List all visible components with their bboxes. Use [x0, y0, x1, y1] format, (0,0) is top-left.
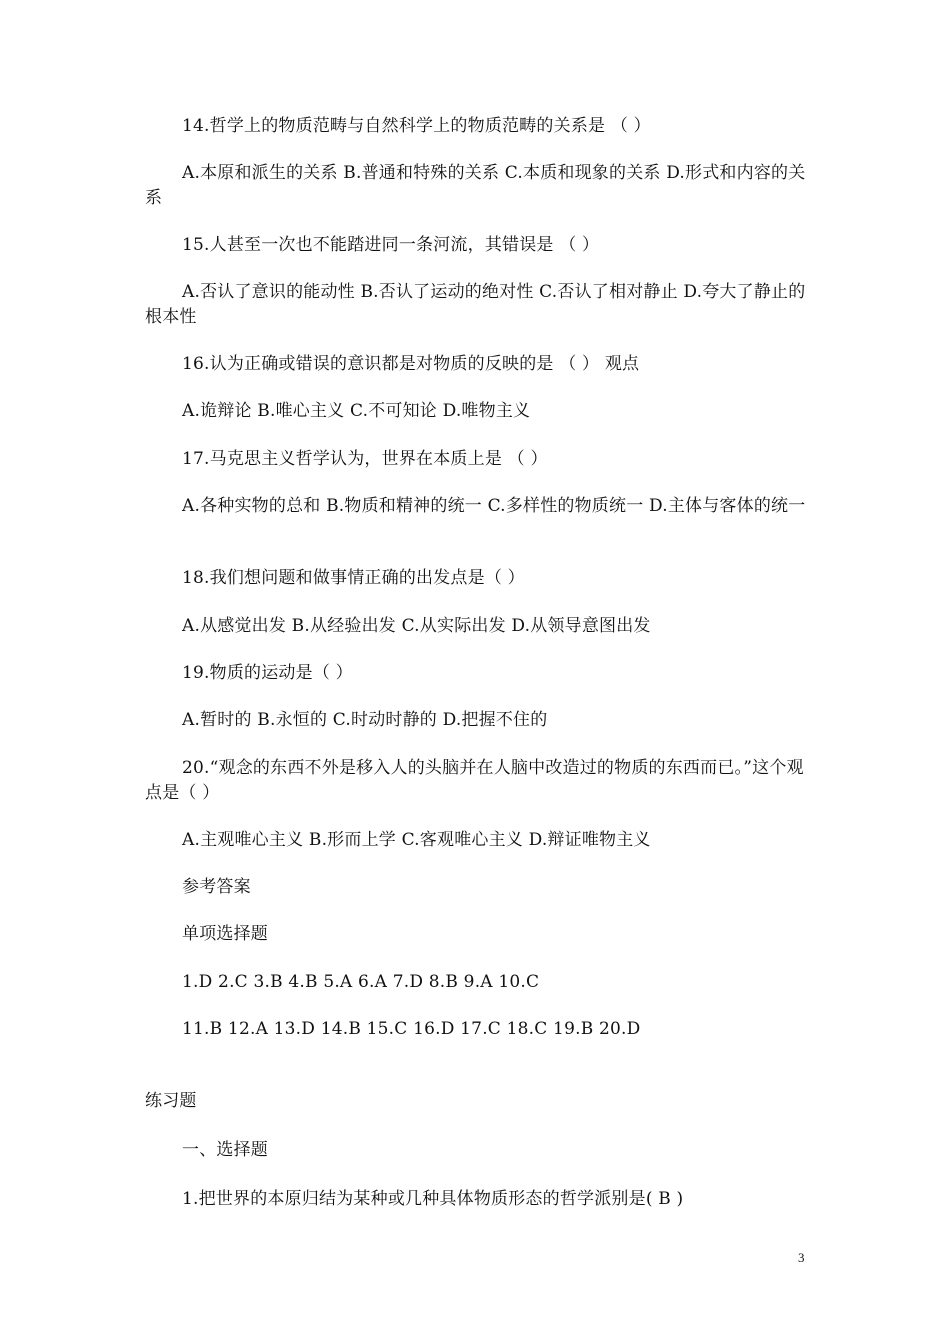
- answers-row-1: 1.D 2.C 3.B 4.B 5.A 6.A 7.D 8.B 9.A 10.C: [182, 972, 540, 992]
- question-18: 18.我们想问题和做事情正确的出发点是（ ）: [182, 568, 525, 588]
- question-19-options: A.暂时的 B.永恒的 C.时动时静的 D.把握不住的: [182, 710, 548, 730]
- question-14-options: A.本原和派生的关系 B.普通和特殊的关系 C.本质和现象的关系 D.形式和内容的关系: [145, 163, 806, 208]
- question-14: 14.哲学上的物质范畴与自然科学上的物质范畴的关系是 （ ）: [182, 116, 651, 136]
- answers-row-2: 11.B 12.A 13.D 14.B 15.C 16.D 17.C 18.C 19.B 20.D: [182, 1019, 641, 1039]
- question-19: 19.物质的运动是（ ）: [182, 663, 353, 683]
- question-20: 20.“观念的东西不外是移入人的头脑并在人脑中改造过的物质的东西而已。”这个观点是（ ）: [145, 758, 804, 803]
- exercise-heading: 练习题: [145, 1091, 197, 1111]
- question-18-options: A.从感觉出发 B.从经验出发 C.从实际出发 D.从领导意图出发: [182, 616, 651, 636]
- question-17-options: A.各种实物的总和 B.物质和精神的统一 C.多样性的物质统一 D.主体与客体的统一: [182, 496, 806, 516]
- question-16-options: A.诡辩论 B.唯心主义 C.不可知论 D.唯物主义: [182, 401, 531, 421]
- question-15: 15.人甚至一次也不能踏进同一条河流，其错误是 （ ）: [182, 235, 600, 255]
- section-heading: 一、选择题: [182, 1140, 268, 1160]
- answers-subheading: 单项选择题: [182, 924, 268, 944]
- answers-heading: 参考答案: [182, 877, 251, 897]
- question-16: 16.认为正确或错误的意识都是对物质的反映的是 （ ） 观点: [182, 354, 640, 374]
- question-20-options: A.主观唯心主义 B.形而上学 C.客观唯心主义 D.辩证唯物主义: [182, 830, 651, 850]
- question-15-options: A.否认了意识的能动性 B.否认了运动的绝对性 C.否认了相对静止 D.夸大了静止的根本性: [145, 282, 806, 327]
- page-number: 3: [798, 1250, 805, 1265]
- question-17: 17.马克思主义哲学认为，世界在本质上是 （ ）: [182, 449, 548, 469]
- question-1: 1.把世界的本原归结为某种或几种具体物质形态的哲学派别是( B ): [182, 1189, 684, 1209]
